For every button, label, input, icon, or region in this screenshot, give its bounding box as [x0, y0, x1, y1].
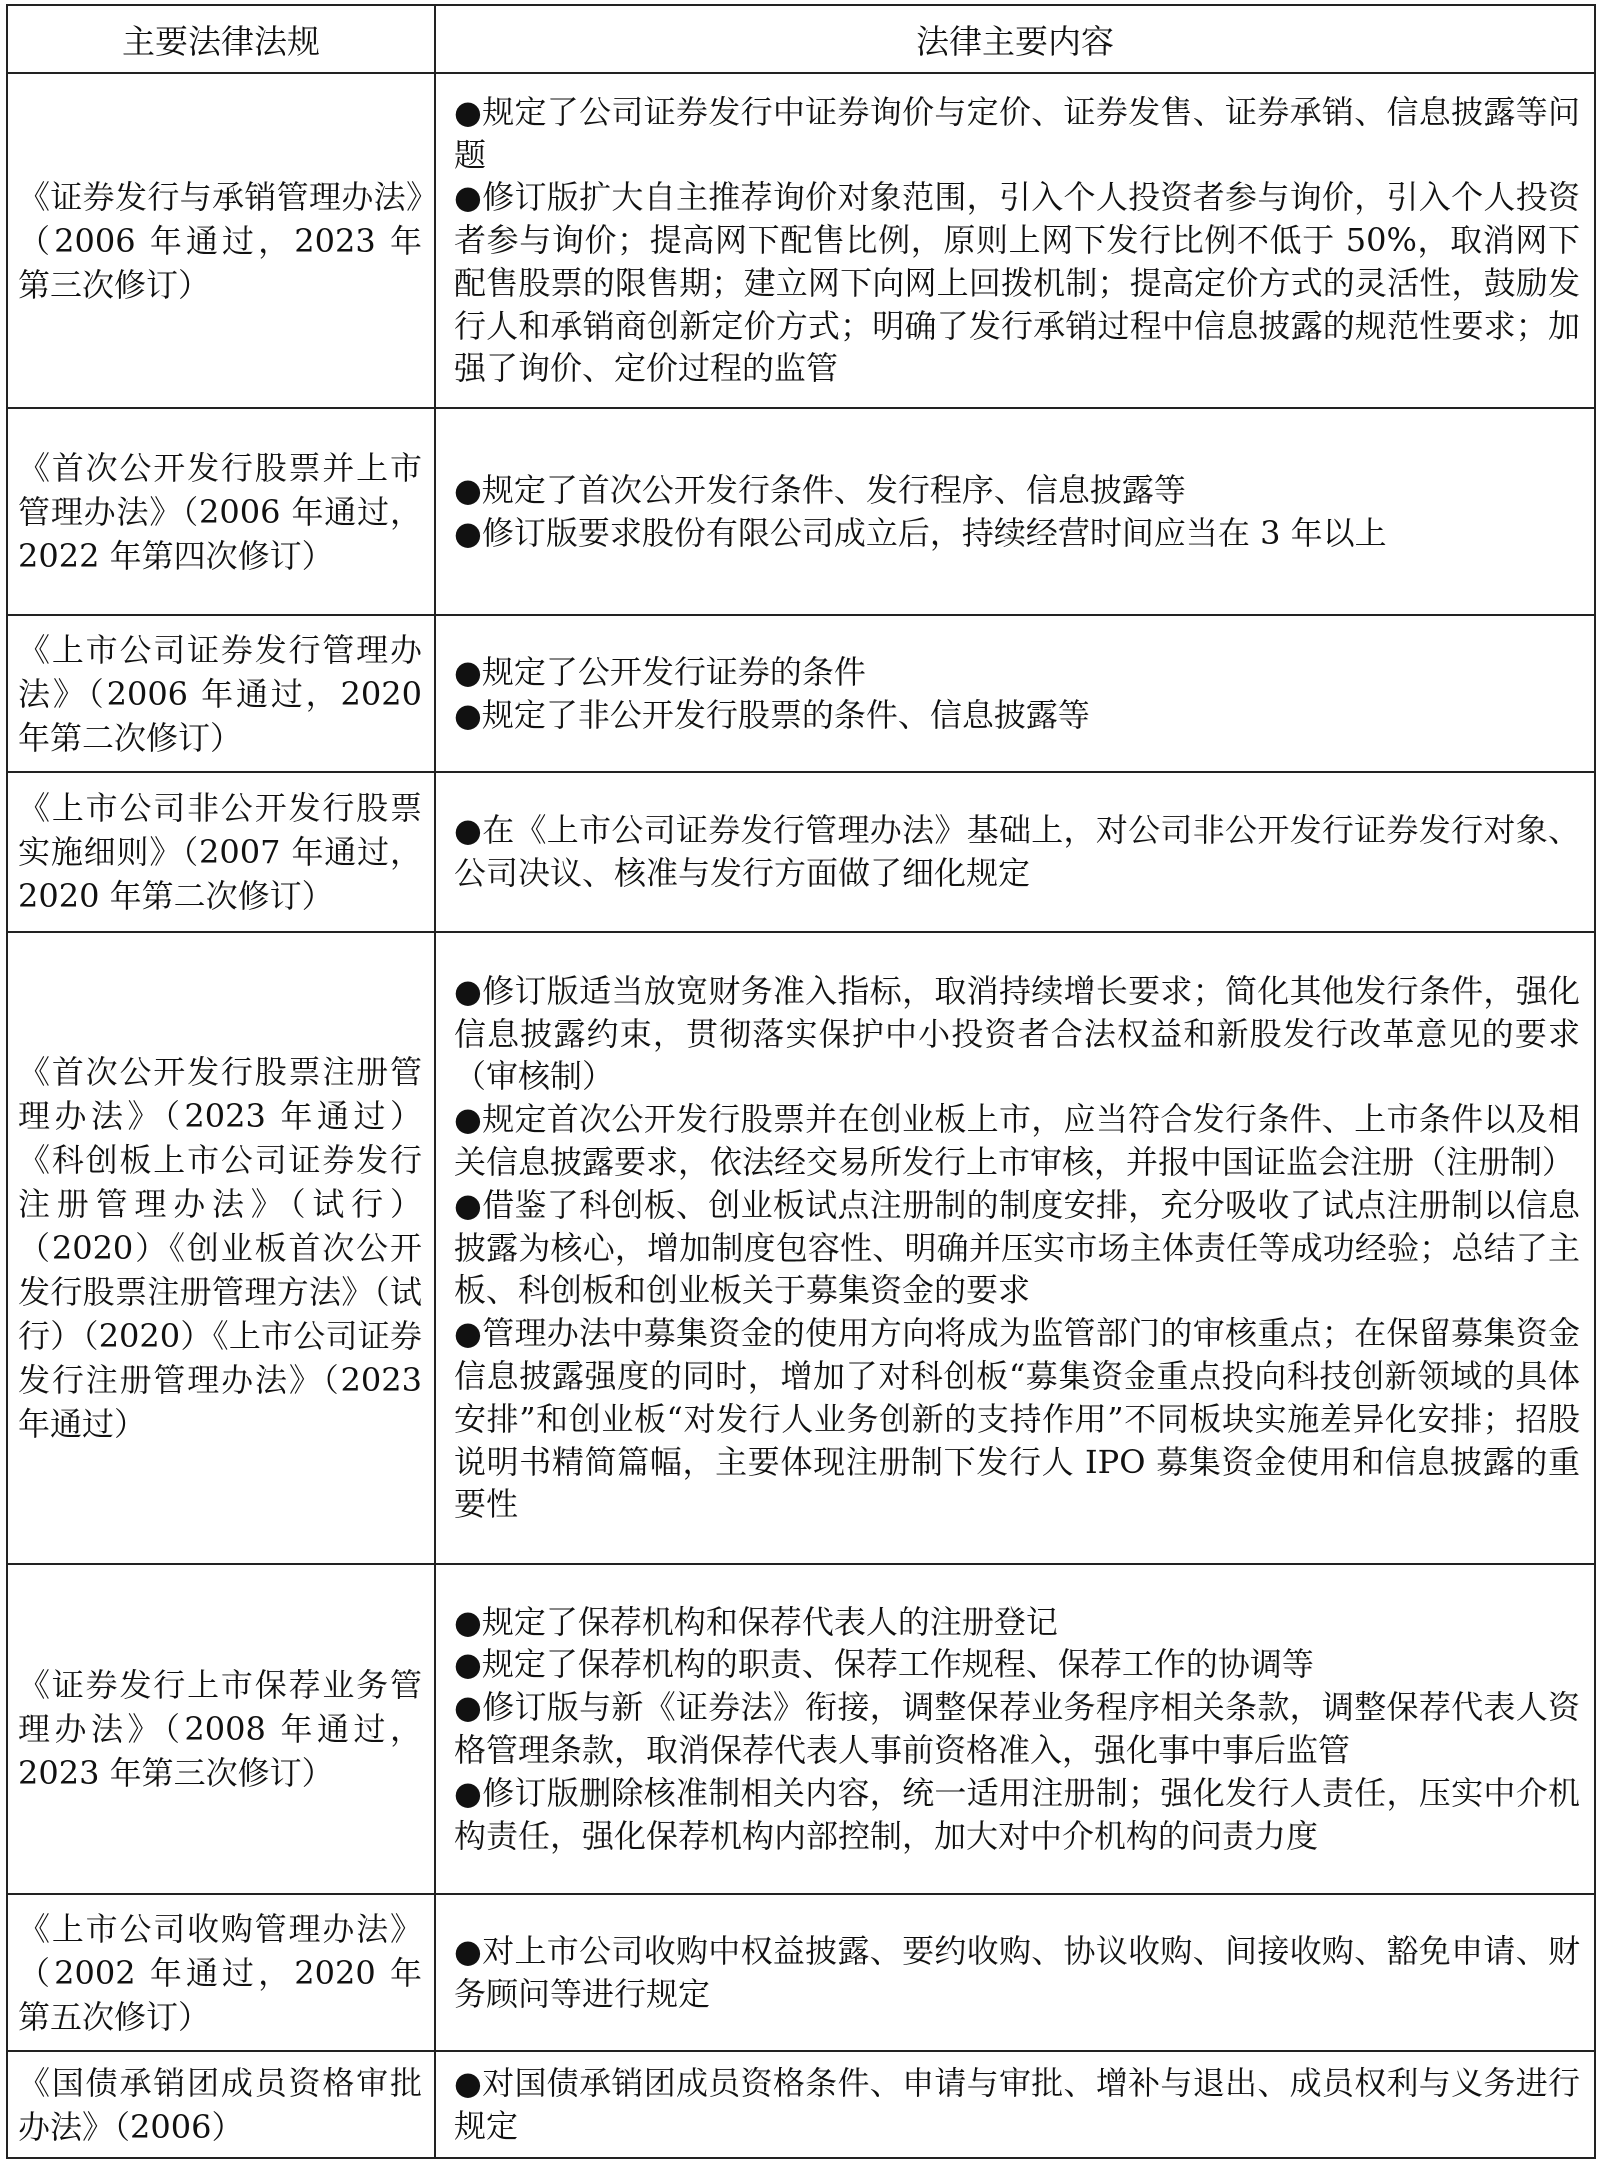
- table-row: [7, 73, 1595, 408]
- content-point: ●规定了保荐机构和保荐代表人的注册登记: [454, 1602, 1058, 1641]
- law-name: 《上市公司证券发行管理办法》（2006 年通过，2020 年第二次修订）: [7, 615, 435, 772]
- law-content: [435, 2051, 1595, 2158]
- content-point: ●规定首次公开发行股票并在创业板上市，应当符合发行条件、上市条件以及相关信息披露要求，依法经交易所发行上市审核，并报中国证监会注册（注册制）: [454, 1100, 1580, 1181]
- content-point: ●修订版适当放宽财务准入指标，取消持续增长要求；简化其他发行条件，强化信息披露约束，贯彻落实保护中小投资者合法权益和新股发行改革意见的要求（审核制）: [454, 971, 1580, 1096]
- law-name: 《上市公司收购管理办法》（2002 年通过，2020 年第五次修订）: [7, 1894, 435, 2051]
- law-content: [435, 73, 1595, 408]
- law-content: [435, 1564, 1595, 1894]
- laws-table: [6, 4, 1596, 2159]
- content-point: ●规定了非公开发行股票的条件、信息披露等: [454, 695, 1090, 734]
- content-point: ●规定了首次公开发行条件、发行程序、信息披露等: [454, 470, 1186, 509]
- content-point: ●借鉴了科创板、创业板试点注册制的制度安排，充分吸收了试点注册制以信息披露为核心，增加制度包容性、明确并压实市场主体责任等成功经验；总结了主板、科创板和创业板关于募集资金的要求: [454, 1185, 1580, 1310]
- content-point: ●规定了公开发行证券的条件: [454, 652, 866, 691]
- content-point: ●修订版扩大自主推荐询价对象范围，引入个人投资者参与询价，引入个人投资者参与询价；提高网下配售比例，原则上网下发行比例不低于 50%，取消网下配售股票的限售期；建立网下向网上回拨机制；提高定价方式的灵活性，鼓励发行人和承销商创新定价方式；明确了发行承销过程中信息披露的规范性要求；加强了询价、定价过程的监管: [454, 178, 1580, 388]
- table-row: [7, 408, 1595, 615]
- content-point: ●对国债承销团成员资格条件、申请与审批、增补与退出、成员权利与义务进行规定: [454, 2063, 1580, 2145]
- table-row: [7, 2051, 1595, 2158]
- header-laws: 主要法律法规: [7, 5, 435, 73]
- table-row: [7, 1564, 1595, 1894]
- content-point: ●规定了保荐机构的职责、保荐工作规程、保荐工作的协调等: [454, 1645, 1314, 1684]
- content-point: ●管理办法中募集资金的使用方向将成为监管部门的审核重点；在保留募集资金信息披露强度的同时，增加了对科创板“募集资金重点投向科技创新领域的具体安排”和创业板“对发行人业务创新的支持作用”不同板块实施差异化安排；招股说明书精简篇幅，主要体现注册制下发行人 IPO 募集资金使用和信息披露的重要性: [454, 1314, 1580, 1524]
- law-name: 《证券发行上市保荐业务管理办法》（2008 年通过，2023 年第三次修订）: [7, 1564, 435, 1894]
- content-point: ●修订版与新《证券法》衔接，调整保荐业务程序相关条款，调整保荐代表人资格管理条款，取消保荐代表人事前资格准入，强化事中事后监管: [454, 1688, 1580, 1769]
- law-name: 《首次公开发行股票注册管理办法》（2023 年通过）《科创板上市公司证券发行注册管理办法》（试行）（2020）《创业板首次公开发行股票注册管理方法》（试行）（2020）《上市公司证券发行注册管理办法》（2023 年通过）: [7, 932, 435, 1564]
- law-name: 《证券发行与承销管理办法》（2006 年通过，2023 年第三次修订）: [7, 73, 435, 408]
- law-content: [435, 772, 1595, 932]
- law-name: 《国债承销团成员资格审批办法》（2006）: [7, 2051, 435, 2158]
- law-content: [435, 615, 1595, 772]
- content-point: ●修订版要求股份有限公司成立后，持续经营时间应当在 3 年以上: [454, 513, 1387, 552]
- table-row: [7, 772, 1595, 932]
- content-point: ●在《上市公司证券发行管理办法》基础上，对公司非公开发行证券发行对象、公司决议、核准与发行方面做了细化规定: [454, 811, 1580, 892]
- law-content: [435, 932, 1595, 1564]
- content-point: ●修订版删除核准制相关内容，统一适用注册制；强化发行人责任，压实中介机构责任，强化保荐机构内部控制，加大对中介机构的问责力度: [454, 1773, 1580, 1855]
- table-row: [7, 932, 1595, 1564]
- law-name: 《首次公开发行股票并上市管理办法》（2006 年通过，2022 年第四次修订）: [7, 408, 435, 615]
- law-name: 《上市公司非公开发行股票实施细则》（2007 年通过，2020 年第二次修订）: [7, 772, 435, 932]
- content-point: ●规定了公司证券发行中证券询价与定价、证券发售、证券承销、信息披露等问题: [454, 92, 1580, 174]
- header-content: 法律主要内容: [435, 5, 1595, 73]
- content-point: ●对上市公司收购中权益披露、要约收购、协议收购、间接收购、豁免申请、财务顾问等进行规定: [454, 1931, 1580, 2013]
- law-content: [435, 1894, 1595, 2051]
- law-content: [435, 408, 1595, 615]
- table-header-row: [7, 5, 1595, 73]
- table-row: [7, 615, 1595, 772]
- table-row: [7, 1894, 1595, 2051]
